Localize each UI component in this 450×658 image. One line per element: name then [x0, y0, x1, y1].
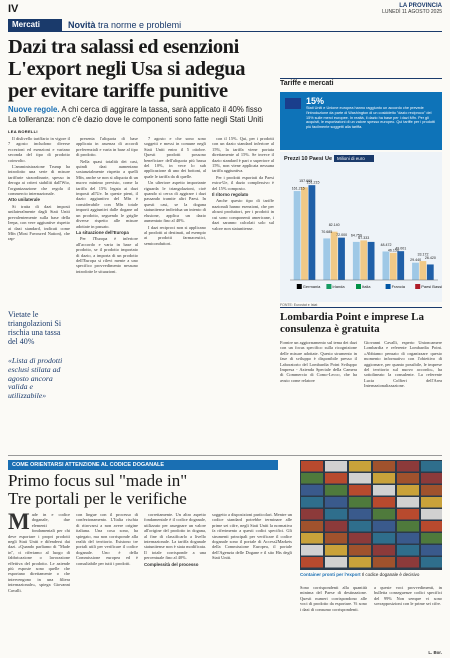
container-block	[349, 473, 371, 484]
pull-quote-1: Vietate le triangolazioni Si rischia una tassa del 40%	[8, 310, 62, 346]
divider	[8, 455, 442, 456]
chart-value-label: 157.669	[299, 178, 313, 183]
chart-category-label: Italia	[362, 284, 371, 289]
flag-icon	[386, 284, 391, 289]
paragraph: Per l'Europa è inferiore all'accordo e varia in base al prodotto, se il prodotto importato di dazio, a importa di un prodotto dell'Europa si rilevi mente a uno specifico provvedimento nessuno introdotte le situazioni.	[76, 236, 138, 274]
container-block	[373, 533, 395, 544]
chart-category-label: Paesi Bassi	[421, 284, 442, 289]
container-block	[397, 521, 419, 532]
chart-bar	[397, 251, 404, 280]
container-block	[421, 485, 442, 496]
containers-photo	[300, 460, 442, 570]
drop-cap: M	[8, 512, 30, 534]
lombardia-column-1: Fornire un aggiornamento sul tema dei dazi con un focus specifico sulla ricognizione delle misure adottate. Questo strumento in fase di sviluppo è disponibile presso il Laboratorio del Lombardia Point Sviluppo Impresa - Azienda Speciale della Camera di Commercio di Como-Lecco, che ha avuto come relatore	[280, 340, 357, 383]
chart-bar	[368, 242, 375, 280]
container-block	[397, 497, 419, 508]
photo-caption-text: Il codice doganale è decisivo	[361, 572, 420, 577]
bottom-column-4: soggetto a disposizioni particolari. Mentre un codice standard potrebbe terminare alle prime sei cifre, negli Stati Uniti la normativa fa riferimento a questi codici specifici. Gli strumenti principali per verificare il codice doganale sono il portale di Access2Markets della Commissione Europea, il portale dell'Agenzia delle Dogane e il sito Hts degli Stati Uniti.	[212, 512, 292, 561]
container-block	[421, 497, 442, 508]
bottom-column-1	[8, 512, 70, 652]
container-block	[421, 557, 442, 568]
deck-lead: Nuove regole.	[8, 105, 60, 114]
paragraph: Il dislivello tariffario in vigore il 7 agosto includono diverse eccezioni ed esenzioni e variano seconda del tipo di prodotto coinvolto.	[8, 136, 70, 163]
headline-line-3: per evitare tariffe punitive	[8, 80, 228, 102]
chart-value-label: 26.420	[424, 255, 436, 260]
container-block	[325, 473, 347, 484]
eu-flag-icon	[285, 98, 301, 109]
container-block	[325, 509, 347, 520]
infobox-percent: 15%	[306, 96, 325, 106]
containers-image	[300, 460, 442, 570]
infobox	[280, 92, 442, 150]
container-block	[373, 521, 395, 532]
signature: L. Bor.	[428, 650, 442, 655]
paragraph: 7 agosto e che sono sono soggetti e messi in comune negli Stati Uniti entro il 5 ottobre. Questi prodotti possono beneficiare dell'aliquota più bassa del 10%, in vece lo sub applicazione di uno dei bottoni, al quale le tariffa da di quelle.	[144, 136, 206, 179]
container-block	[301, 509, 323, 520]
container-block	[325, 485, 347, 496]
bottom-headline-line-2: Tre portali per le verifiche	[8, 489, 187, 508]
chart-category-label: Germania	[302, 284, 321, 289]
paragraph: Un ulteriore aspetto importante riguarda le triangolazioni, cioè quando si cerca di aggirare i dazi passando tramite altri Paesi. In questi casi, se la dogana statunitense individua un intento di elusione, applica un dazio aumentato fino al 40%.	[144, 180, 206, 224]
section-tag: Mercati	[8, 19, 62, 31]
container-block	[421, 521, 442, 532]
container-block	[421, 545, 442, 556]
container-block	[397, 485, 419, 496]
chart-source: FONTE: Eurostat e Istat	[280, 303, 318, 307]
article-column-3	[144, 136, 206, 448]
photo-caption-title: Container pronti per l'export	[300, 572, 361, 577]
container-block	[301, 497, 323, 508]
container-block	[373, 545, 395, 556]
bottom-column-3	[144, 512, 206, 652]
deck-line-1: A chi cerca di aggirare la tassa, sarà applicato il 40% fisso	[61, 105, 262, 114]
paper-info	[382, 3, 442, 15]
chart-bar	[323, 238, 330, 280]
container-block	[373, 461, 395, 472]
deck-line-2: La tolleranza: non c'è dazio dove le componenti sono fatte negli Stati Uniti	[8, 114, 264, 124]
subheading: La situazione dell'Europa	[76, 229, 129, 235]
chart-bar	[301, 187, 308, 280]
paragraph: L'amministrazione Trump ha introdotto una serie di misure tariffarie straordinarie, spesso in deroga ai criteri stabiliti dall'Wto, l'organizzazione che regola il commercio internazionale.	[8, 164, 70, 197]
byline: LEA BORELLI	[8, 129, 38, 134]
container-block	[349, 485, 371, 496]
container-block	[301, 557, 323, 568]
chart-value-label: 72.000	[336, 233, 348, 238]
infobox-title: Tariffe e mercati	[280, 78, 442, 88]
article-headline	[8, 36, 270, 102]
infobox-text: Stati Uniti e Unione europea hanno raggiunto un accordo che prevede l'introduzione da parte di Washington di un cosiddetto "dazio reciproco" del 15% sulle merci europee. In realtà, il dazio ha base per i dazi Mfn. Per gli acquisti, le esportazioni di un valore spesso europeo. Qui tariffe per i prodotti più facilmente soggetti alla tariffa.	[306, 106, 435, 130]
container-block	[397, 557, 419, 568]
bottom-section-bar: COME ORIENTARSI ATTENZIONE AL CODICE DOGANALE	[8, 460, 278, 470]
container-block	[373, 557, 395, 568]
chart-bar	[309, 185, 316, 280]
bottom-headline	[8, 472, 278, 508]
section-bar	[8, 19, 442, 32]
container-block	[349, 497, 371, 508]
section-title-rest: tra norme e problemi	[98, 20, 182, 30]
container-block	[325, 521, 347, 532]
container-block	[325, 533, 347, 544]
flag-icon	[297, 284, 302, 289]
bottom-headline-line-1: Primo focus sul "made in"	[8, 471, 188, 490]
container-block	[373, 485, 395, 496]
bottom-column-6: a queste voci provvedimenti, in bulletta conseguenze codici specifici del 99% Non sempre vi sono sovrapposizioni con le prime sei cifre.	[374, 585, 442, 607]
container-block	[349, 461, 371, 472]
paragraph: Nella quasi totalità dei casi, quindi dazi aumentano sostanzialmente rispetto a quelli Mfn, anche se non si aliquota di un nuovo minimo previsto, come la tariffa del 15% legata ai dazi imposti all'Ue. In queste pieni, il dazio aggiuntivo del Mfn è considerabile con Mfn totale importi aggiuntivi dalle dogane ad un prodotto, seguendo le griglie diverse rispetto alle misure adottate in passato.	[76, 158, 138, 229]
chart-value-label: 29.440	[410, 258, 422, 263]
container-block	[397, 473, 419, 484]
issue-date: LUNEDÌ 11 AGOSTO 2025	[382, 9, 442, 15]
paper-name: LA PROVINCIA	[399, 3, 442, 9]
chart-value-label: 161.215	[291, 186, 305, 191]
chart-category-label: Francia	[391, 284, 405, 289]
container-block	[301, 533, 323, 544]
container-block	[421, 473, 442, 484]
subheading: Complessità del processo	[144, 561, 199, 567]
container-block	[301, 473, 323, 484]
article-deck	[8, 105, 270, 124]
chart-value-label: 82.140	[328, 223, 340, 228]
bottom-column-2: con lingue con il processo di confezionamento. L'Italia rischia di ritrovarsi a non avere origine italiana. Una cosa sono, ha spiegato, ma non corrisponde alla realtà del territorio. Esistono tre portali utili per verificare il codice doganale. Uno è della Commissione europea ed è consultabile per tutti i prodotti.	[76, 512, 138, 566]
container-block	[325, 545, 347, 556]
chart-bar	[412, 263, 419, 280]
lombardia-headline: Lombardia Point e imprese La consulenza è gratuita	[280, 311, 425, 335]
chart-value-label: 46.150	[387, 248, 399, 253]
container-block	[397, 545, 419, 556]
page-number: IV	[8, 3, 19, 15]
container-block	[397, 533, 419, 544]
chart-bar	[390, 253, 397, 280]
photo-caption	[300, 572, 442, 578]
article-column-1	[8, 136, 70, 304]
chart-value-label: 70.685	[321, 229, 333, 234]
chart-title: Prezzi 10 Paesi Ue	[284, 156, 333, 162]
container-block	[349, 533, 371, 544]
flag-icon	[326, 284, 331, 289]
paragraph: Per i prodotti esportati da Paesi extra-Ue, il dazio complessivo è del 15% composto.	[212, 174, 274, 191]
chart-bar	[331, 232, 338, 280]
paragraph: Anche questo tipo di tariffe nazionali hanno esenzioni, che per alcuni produttori, per i prodotti in cui sono componenti americane, i dazi saranno calcolati solo sul valore non statunitense.	[212, 198, 274, 231]
container-block	[301, 521, 323, 532]
chart-bar	[427, 264, 434, 280]
section-title	[68, 19, 181, 31]
subheading: Atto unilaterale	[8, 197, 40, 203]
container-block	[301, 461, 323, 472]
chart-bar	[353, 242, 360, 280]
container-block	[325, 461, 347, 472]
chart-value-label: 48.472	[380, 242, 392, 247]
paragraph: I dazi reciproci non si applicano al prodotti ai destinati, ad esempio ai prodotti farmaceutici, semiconduttori.	[144, 224, 206, 246]
chart-bar	[383, 251, 390, 280]
bottom-column-5: Sono corrispondenti alla quantità minima del Paese di destinazione. Questi numeri corrispondono alle voci di prodotto da esportare. Vi sono i dazi di consumo corrispondenti.	[300, 585, 367, 612]
chart-value-label: 67.333	[358, 235, 370, 240]
paragraph: presenta l'aliquota di base applicata in assenza di accordi preferenziali e varia in base al tipo di prodotto.	[76, 136, 138, 158]
divider	[280, 307, 442, 308]
container-block	[373, 473, 395, 484]
subheading: Il ritorno regolato	[212, 192, 249, 198]
chart-bar	[420, 261, 427, 280]
container-block	[301, 485, 323, 496]
paragraph: correttamente. Un altro aspetto fondamentale è il codice doganale, utilizzato per assegnare un valore all'origine del prodotto in dogana, al fine di classificarlo a livello internazionale. La tariffa doganale statunitense non è stata modificata. Il totale corrisponde a una percentuale fino al 40%.	[144, 512, 206, 561]
container-block	[349, 545, 371, 556]
flag-icon	[356, 284, 361, 289]
export-chart	[280, 152, 442, 302]
container-block	[373, 509, 395, 520]
chart-category-label: Irlanda	[332, 284, 345, 289]
container-block	[421, 509, 442, 520]
headline-line-2: L'export negli Usa si adegua	[8, 58, 246, 80]
flag-icon	[415, 284, 420, 289]
container-block	[421, 461, 442, 472]
chart-bar	[360, 240, 367, 280]
container-block	[325, 497, 347, 508]
container-block	[397, 509, 419, 520]
article-column-2	[76, 136, 138, 448]
chart-value-label: 151.215	[306, 180, 320, 185]
container-block	[349, 509, 371, 520]
container-block	[325, 557, 347, 568]
headline-line-1: Dazi tra salassi ed esenzioni	[8, 36, 239, 58]
chart-value-label: 49.001	[395, 246, 407, 251]
container-block	[349, 521, 371, 532]
section-title-strong: Novità	[68, 20, 96, 30]
container-block	[421, 533, 442, 544]
container-block	[373, 497, 395, 508]
chart-svg	[280, 152, 442, 302]
container-block	[301, 545, 323, 556]
chart-bar	[294, 191, 301, 280]
paragraph: ade in e codice doganale, due elementi fondamentali per chi deve esportare i propri prodotti negli Stati Uniti e difendersi dai dazi. «Quando parliamo di "Made in", ci riferiamo al luogo di fabbricazione o lavorazione effettiva del prodotto. Le aziende più esposte sono quelle che esportano direttamente o che intervengono in una filiera internazionale», spiega Giovanni Cavalli.	[8, 512, 70, 593]
masthead	[8, 3, 442, 17]
lombardia-column-2: Giovanni Cavalli, esperto Unioncamere Lombardia e referente Lombardia Point. «Abbiamo pensato di organizzare questo momento informativo con l'obiettivo di aggiornare, per quanto possibile, le imprese del territorio sul nuovo accordo», ha sottolineato la consulente. La referente Lucia Colfieri dell'Area Internazionalizzazione.	[364, 340, 442, 389]
container-block	[349, 557, 371, 568]
chart-bar	[338, 238, 345, 280]
chart-value-label: 33.172	[417, 252, 429, 257]
chart-value-label: 64.759	[350, 233, 362, 238]
container-block	[397, 461, 419, 472]
article-column-4	[212, 136, 274, 448]
paragraph: con il 15%. Qui, per i prodotti con un dazio standard inferiore al 15%, la tariffa viene portata direttamente al 15%. Se invece il dazio standard è pari o superiore al 15%, non viene applicata nessuna tariffa aggiuntiva.	[212, 136, 274, 174]
paragraph: Si tratta di dazi imposti unilateralmente dagli Stati Uniti prevalentemente sulla base della Ieepa, con vere aggiuntive rispetto ai dazi standard, indicati come Mfn (Most Favoured Nation), che rap-	[8, 203, 70, 242]
pull-quote-2: «Lista di prodotti esclusi stilata ad agosto ancora valida e utilizzabile»	[8, 356, 63, 401]
chart-subtitle: Milioni di euro	[337, 156, 365, 161]
